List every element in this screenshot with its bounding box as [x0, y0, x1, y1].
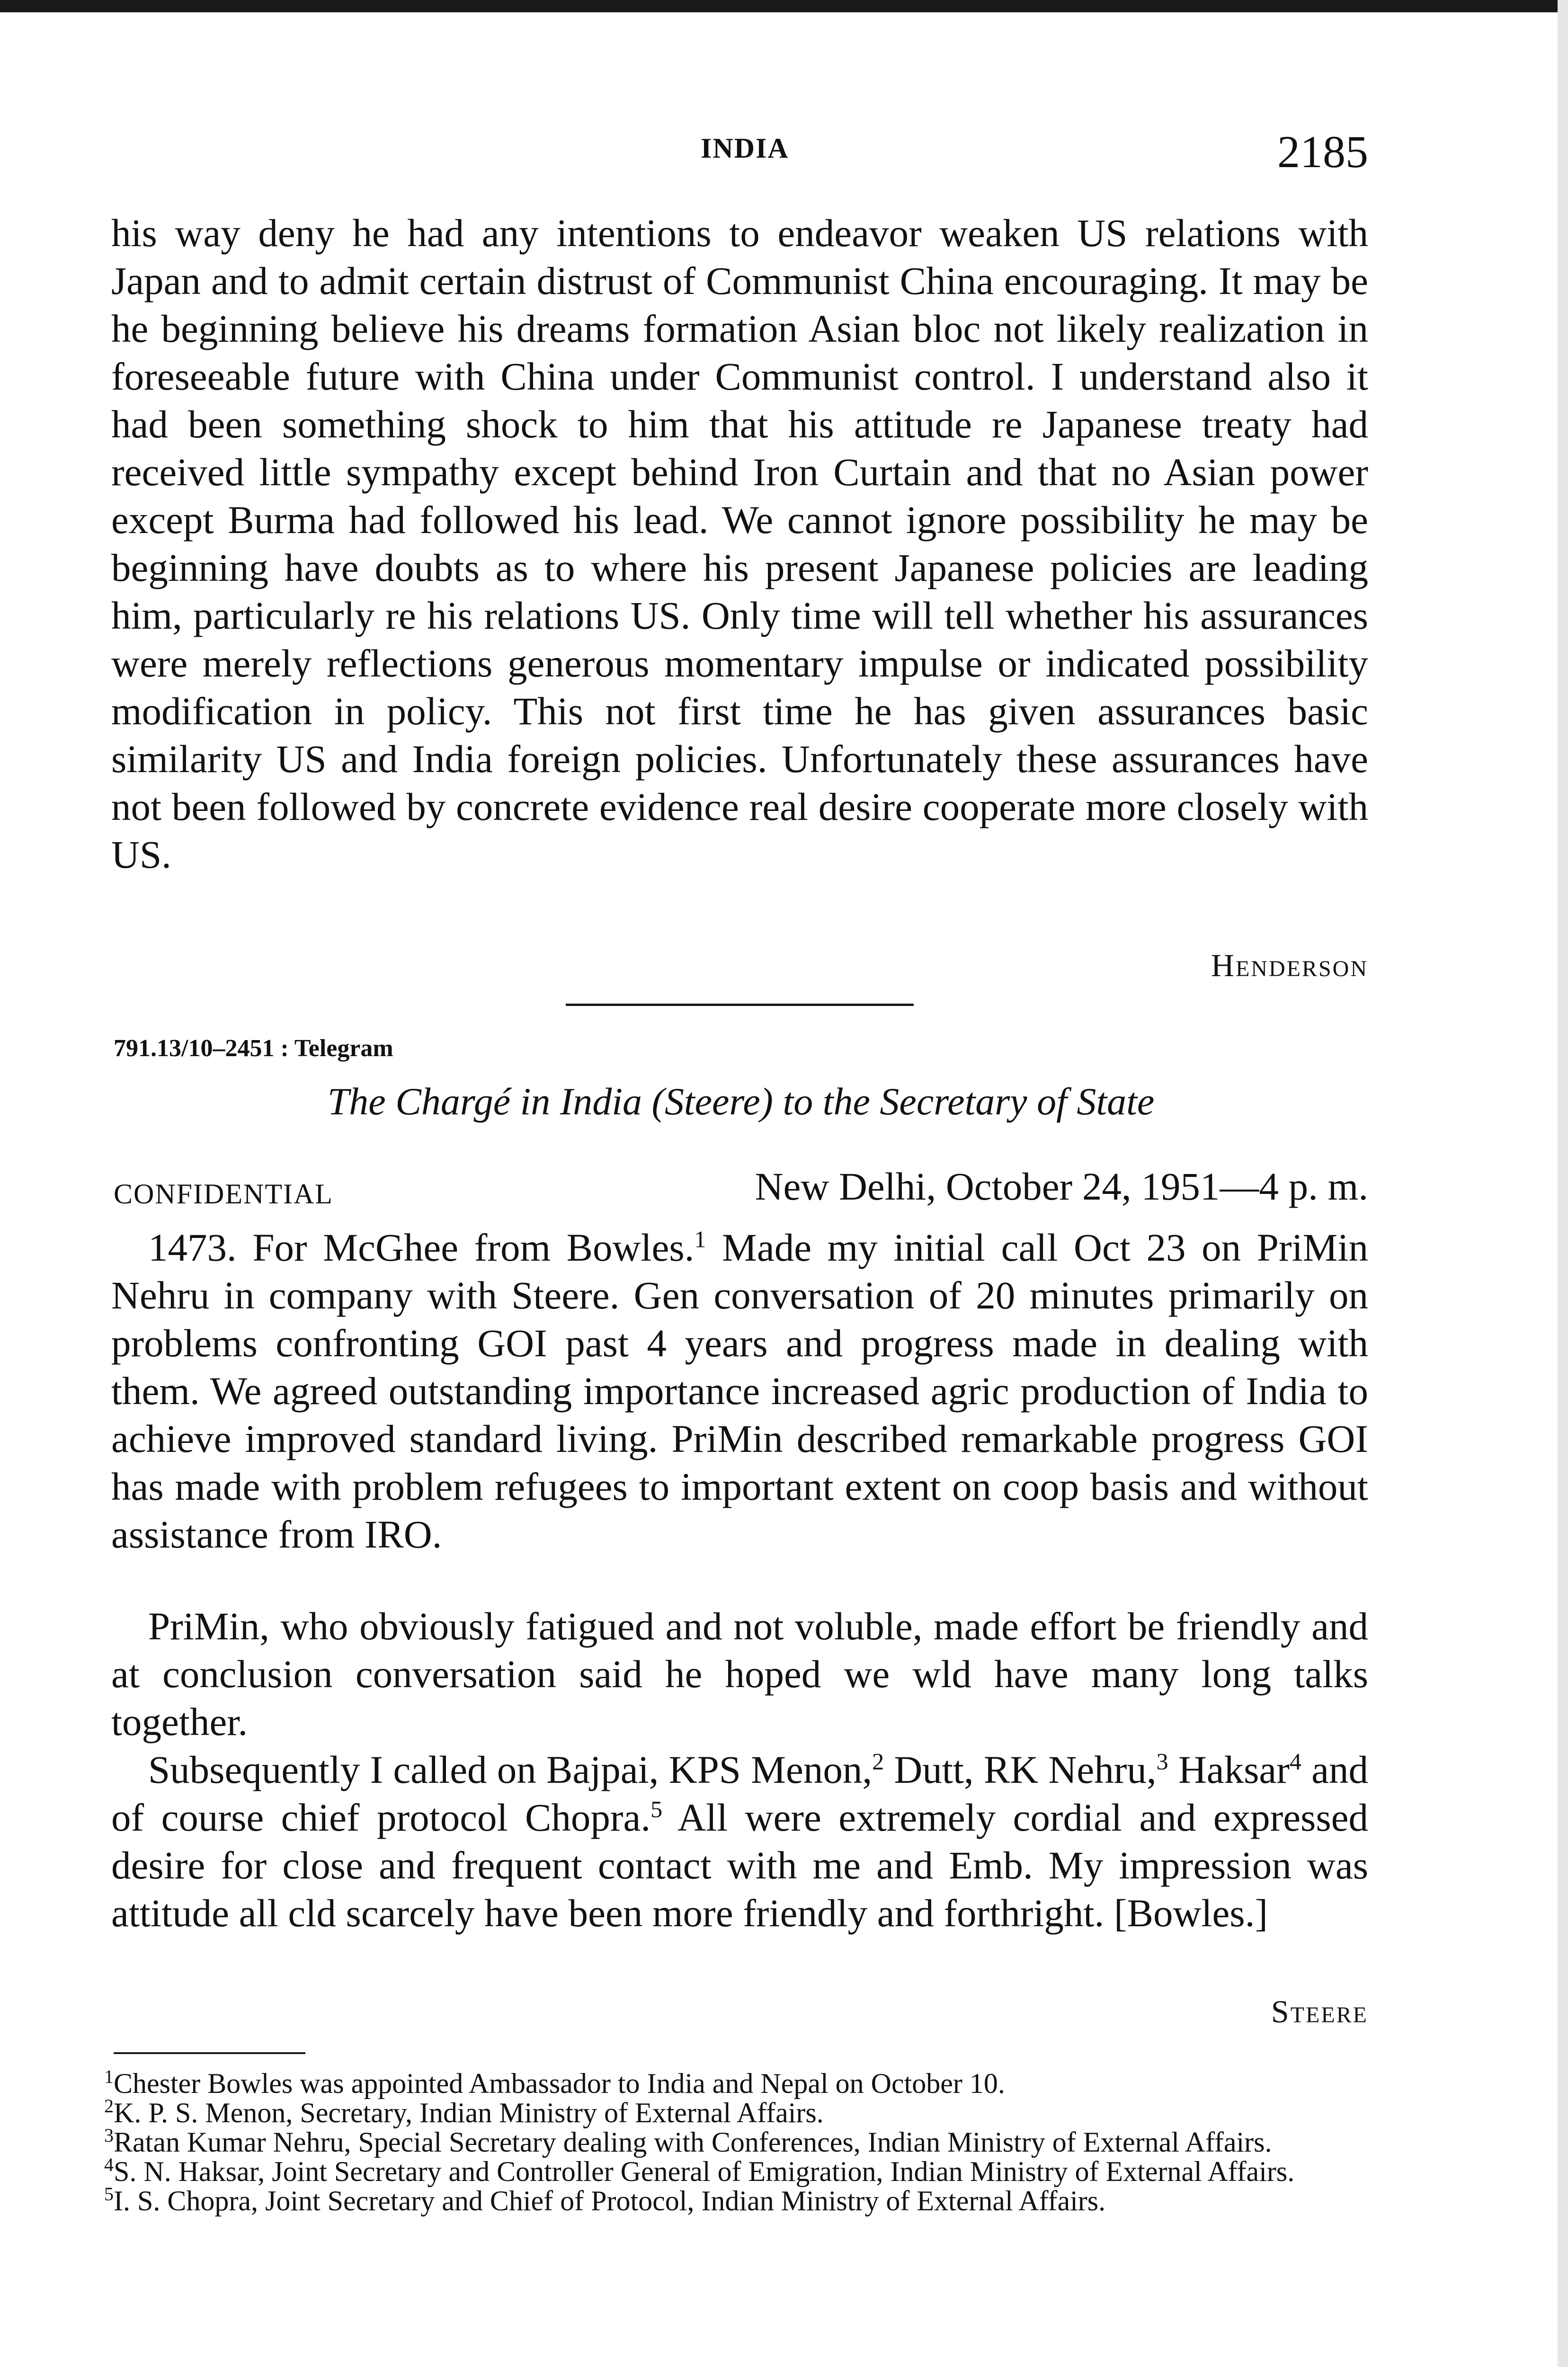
footnote-ref-3[interactable]: 3: [1156, 1748, 1168, 1775]
footnote-3: [104, 2127, 1354, 2157]
document-reference: 791.13/10–2451 : Telegram: [114, 1035, 393, 1062]
p3-d: and of course chief protocol Chopra.: [111, 1748, 1369, 1839]
telegram-paragraph-1: [111, 1224, 1368, 1558]
footnote-text: I. S. Chopra, Joint Secretary and Chief of Protocol, Indian Ministry of External Affairs.: [114, 2185, 1106, 2216]
footnote-ref-1[interactable]: 1: [694, 1226, 706, 1253]
footnote-number: 1: [104, 2066, 114, 2087]
footnote-ref-4[interactable]: 4: [1289, 1748, 1301, 1775]
p3-c: Haksar: [1168, 1748, 1290, 1791]
running-head: INDIA: [701, 133, 789, 164]
signature-steere: Steere: [1271, 1993, 1368, 2029]
page-number: 2185: [1277, 126, 1368, 177]
document-title: The Chargé in India (Steere) to the Secretary of State: [327, 1080, 1155, 1123]
p3-a: Subsequently I called on Bajpai, KPS Menon,: [148, 1748, 873, 1791]
footnote-number: 4: [104, 2154, 114, 2175]
footnote-number: 3: [104, 2125, 114, 2146]
classification-label: CONFIDENTIAL: [114, 1178, 333, 1210]
continued-paragraph: his way deny he had any intentions to endeavor weaken US relations with Japan and to admit certain distrust of Communist China encouraging. It may be he beginning believe his dreams formation Asian bloc not likely realization in foreseeable future with China under Communist control. I understand also it had been something shock to him that his attitude re Japanese treaty had received little sympathy except behind Iron Curtain and that no Asian power except Burma had followed his lead. We cannot ignore possibility he may be beginning have doubts as to where his present Japanese policies are leading him, particularly re his relations US. Only time will tell whether his assurances were merely reflections generous momentary impulse or indicated possibility modification in policy. This not first time he has given assurances basic similarity US and India foreign policies. Unfortunately these assurances have not been followed by concrete evidence real desire cooperate more closely with US.: [111, 211, 1368, 876]
section-divider: [566, 1004, 914, 1006]
footnote-text: S. N. Haksar, Joint Secretary and Controller General of Emigration, Indian Ministry of External Affairs.: [114, 2156, 1295, 2187]
footnote-text: Chester Bowles was appointed Ambassador to India and Nepal on October 10.: [114, 2068, 1005, 2099]
footnote-2: [104, 2095, 1354, 2128]
footnote-number: 2: [104, 2095, 114, 2117]
footnote-ref-2[interactable]: 2: [872, 1748, 884, 1775]
footnote-text: Ratan Kumar Nehru, Special Secretary dealing with Conferences, Indian Ministry of External Affairs.: [114, 2127, 1272, 2158]
footnote-number: 5: [104, 2183, 114, 2205]
footnote-ref-5[interactable]: 5: [650, 1796, 663, 1823]
p1-after: Made my initial call Oct 23 on PriMin Nehru in company with Steere. Gen conversation of 20 minutes primarily on problems confronting GOI past 4 years and progress made in dealing with them. We agreed outstanding importance increased agric production of India to achieve improved standard living. PriMin described remarkable progress GOI has made with problem refugees to important extent on coop basis and without assistance from IRO.: [111, 1226, 1368, 1556]
footnote-text: K. P. S. Menon, Secretary, Indian Ministry of External Affairs.: [114, 2097, 824, 2128]
p1-before: 1473. For McGhee from Bowles.: [148, 1226, 695, 1269]
footnote-4: [104, 2154, 1354, 2187]
p3-b: Dutt, RK Nehru,: [884, 1748, 1157, 1791]
telegram-paragraph-2: PriMin, who obviously fatigued and not voluble, made effort be friendly and at conclusion conversation said he hoped we wld have many long talks together.: [111, 1604, 1368, 1744]
signature-henderson: Henderson: [1211, 947, 1368, 983]
p3-e: All were extremely cordial and expressed desire for close and frequent contact with me and Emb. My impression was attitude all cld scarcely have been more friendly and forthright. [Bowles.]: [111, 1796, 1368, 1935]
footnotes: [104, 2066, 1354, 2216]
place-date: New Delhi, October 24, 1951—4 p. m.: [755, 1165, 1368, 1208]
footnote-5: [104, 2183, 1354, 2216]
page-header: [114, 125, 1368, 178]
footnote-1: [104, 2066, 1354, 2099]
telegram-paragraph-3: [111, 1746, 1368, 1937]
footnote-rule: [114, 2052, 305, 2054]
dateline: [114, 1164, 1368, 1216]
